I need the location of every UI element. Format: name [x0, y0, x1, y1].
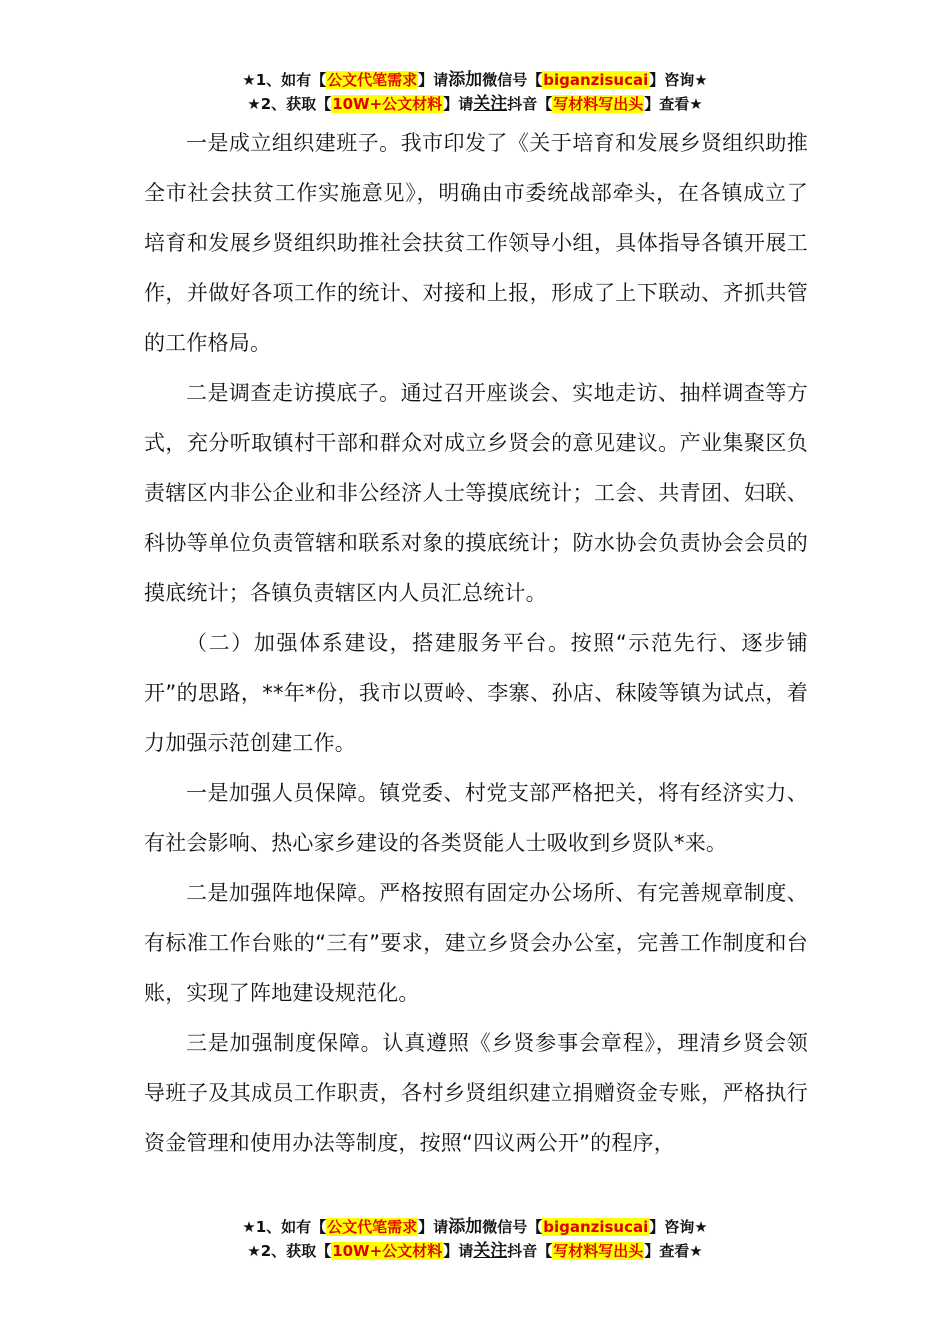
banner-text: 】查看 — [644, 95, 690, 113]
banner-text: 添加 — [448, 1217, 483, 1237]
paragraph: 二是调查走访摸底子。通过召开座谈会、实地走访、抽样调查等方式，充分听取镇村干部和群众对成立乡贤会的意见建议。产业集聚区负责辖区内非公企业和非公经济人士等摸底统计；工会、共青团、妇联、科协等单位负责管辖和联系对象的摸底统计；防水协会负责协会会员的摸底统计；各镇负责辖区内人员汇总统计。 — [144, 381, 808, 605]
banner-text: 】查看 — [644, 1242, 690, 1260]
banner-text: 】咨询 — [649, 1218, 695, 1236]
highlight-materials: 10W+公文材料 — [332, 1242, 443, 1260]
star-icon: ★ — [694, 71, 708, 89]
banner-text: 】请 — [443, 1242, 474, 1260]
banner-text: 添加 — [448, 70, 483, 90]
highlight-wechat-id: biganzisucai — [543, 1218, 649, 1236]
highlight-service: 公文代笔需求 — [327, 1218, 418, 1236]
banner-text: 微信号【 — [482, 71, 543, 89]
banner-text: 】请 — [418, 71, 449, 89]
header-banner — [0, 68, 950, 116]
star-icon: ★ — [242, 71, 256, 89]
paragraph: 二是加强阵地保障。严格按照有固定办公场所、有完善规章制度、有标准工作台账的“三有”要求，建立乡贤会办公室，完善工作制度和台账，实现了阵地建设规范化。 — [144, 881, 808, 1005]
banner-line-1 — [0, 68, 950, 92]
star-icon: ★ — [694, 1218, 708, 1236]
banner-text: 抖音【 — [507, 95, 553, 113]
banner-text: 抖音【 — [507, 1242, 553, 1260]
highlight-materials: 10W+公文材料 — [332, 95, 443, 113]
footer-banner — [0, 1215, 950, 1263]
highlight-douyin: 写材料写出头 — [553, 95, 644, 113]
banner-text: 关注 — [473, 94, 508, 114]
banner-text: 1、如有【 — [255, 71, 327, 89]
star-icon: ★ — [689, 95, 703, 113]
highlight-douyin: 写材料写出头 — [553, 1242, 644, 1260]
banner-text: 关注 — [473, 1241, 508, 1261]
star-icon: ★ — [247, 1242, 261, 1260]
paragraph: 三是加强制度保障。认真遵照《乡贤参事会章程》，理清乡贤会领导班子及其成员工作职责，各村乡贤组织建立捐赠资金专账，严格执行资金管理和使用办法等制度，按照“四议两公开”的程序， — [144, 1031, 808, 1155]
banner-text: 】咨询 — [649, 71, 695, 89]
star-icon: ★ — [242, 1218, 256, 1236]
banner-line-2 — [0, 1239, 950, 1263]
star-icon: ★ — [689, 1242, 703, 1260]
document-body — [144, 118, 808, 1168]
highlight-service: 公文代笔需求 — [327, 71, 418, 89]
paragraph: 一是成立组织建班子。我市印发了《关于培育和发展乡贤组织助推全市社会扶贫工作实施意见》，明确由市委统战部牵头，在各镇成立了培育和发展乡贤组织助推社会扶贫工作领导小组，具体指导各镇开展工作，并做好各项工作的统计、对接和上报，形成了上下联动、齐抓共管的工作格局。 — [144, 131, 808, 355]
paragraph: 一是加强人员保障。镇党委、村党支部严格把关，将有经济实力、有社会影响、热心家乡建设的各类贤能人士吸收到乡贤队*来。 — [144, 781, 808, 855]
highlight-wechat-id: biganzisucai — [543, 71, 649, 89]
banner-line-2 — [0, 92, 950, 116]
paragraph: （二）加强体系建设，搭建服务平台。按照“示范先行、逐步铺开”的思路，**年*份，我市以贾岭、李寨、孙店、秣陵等镇为试点，着力加强示范创建工作。 — [144, 631, 808, 755]
star-icon: ★ — [247, 95, 261, 113]
banner-text: 】请 — [443, 95, 474, 113]
banner-text: 2、获取【 — [260, 1242, 332, 1260]
banner-text: 微信号【 — [482, 1218, 543, 1236]
banner-text: 1、如有【 — [255, 1218, 327, 1236]
banner-text: 】请 — [418, 1218, 449, 1236]
banner-text: 2、获取【 — [260, 95, 332, 113]
banner-line-1 — [0, 1215, 950, 1239]
